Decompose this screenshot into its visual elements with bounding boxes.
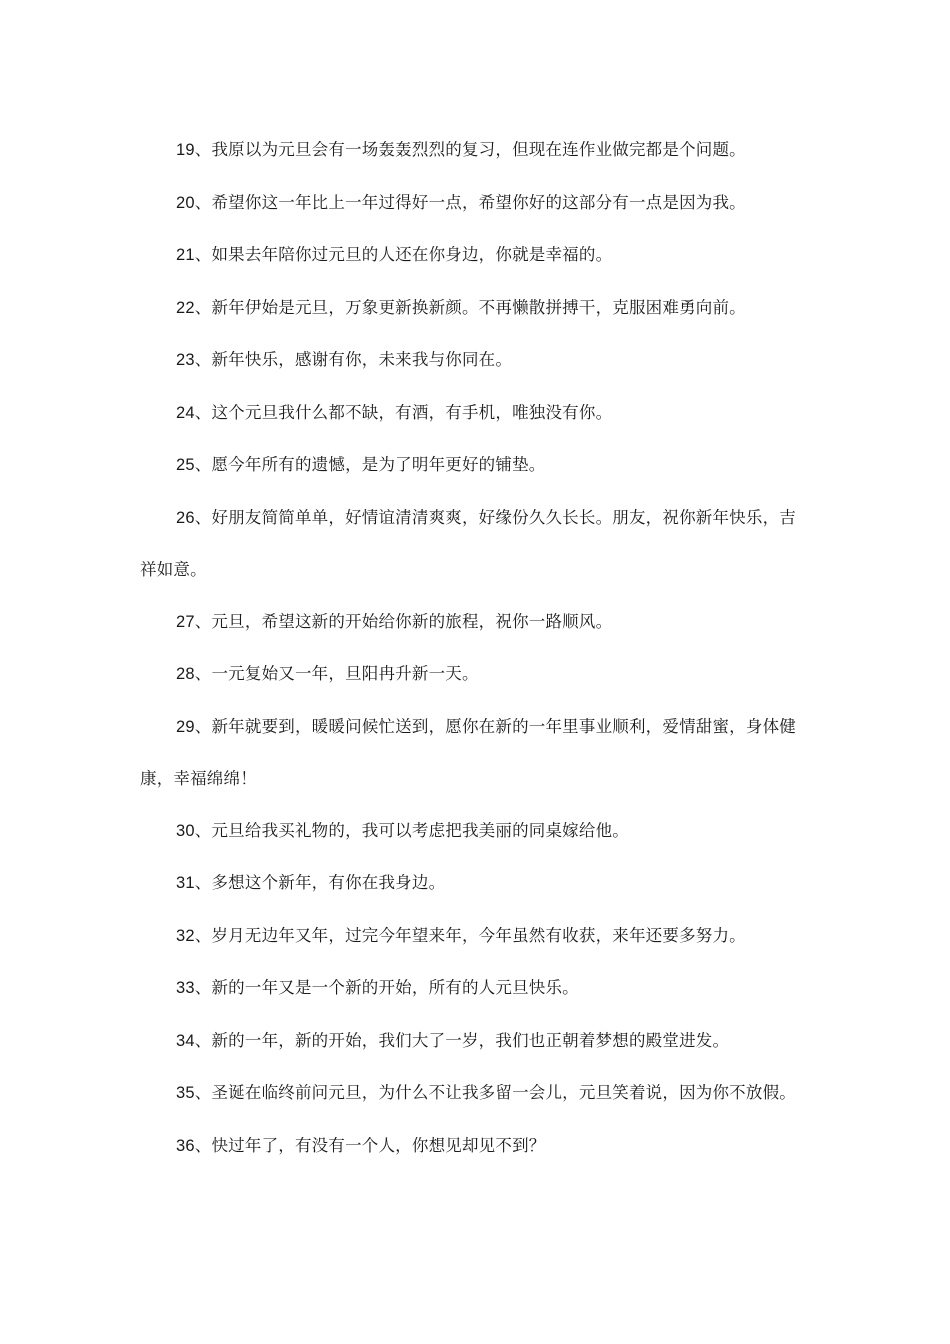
item-number: 25 <box>176 456 195 474</box>
paragraph-33 <box>140 962 800 1015</box>
item-number: 32 <box>176 926 195 945</box>
paragraph-27 <box>140 596 800 649</box>
item-number: 26 <box>176 508 195 527</box>
item-number: 36 <box>176 1136 195 1155</box>
item-number: 28 <box>176 665 195 683</box>
paragraph-29 <box>140 701 800 805</box>
item-number: 30 <box>176 821 195 840</box>
item-number: 24 <box>176 403 195 422</box>
paragraph-text: 、愿今年所有的遗憾，是为了明年更好的铺垫。 <box>194 455 546 474</box>
item-number: 33 <box>176 979 195 997</box>
paragraph-26 <box>140 492 800 596</box>
document-body <box>140 124 800 1172</box>
paragraph-21 <box>140 229 800 282</box>
paragraph-text: 、希望你这一年比上一年过得好一点，希望你好的这部分有一点是因为我。 <box>194 192 746 212</box>
paragraph-25 <box>140 439 800 492</box>
paragraph-text: 、新的一年又是一个新的开始，所有的人元旦快乐。 <box>194 978 579 997</box>
item-number: 19 <box>176 141 195 159</box>
paragraph-30 <box>140 805 800 858</box>
paragraph-22 <box>140 282 800 335</box>
paragraph-24 <box>140 387 800 440</box>
paragraph-text: 、元旦，希望这新的开始给你新的旅程，祝你一路顺风。 <box>194 611 613 631</box>
paragraph-text: 、新年快乐，感谢有你，未来我与你同在。 <box>194 350 513 369</box>
paragraph-text: 、这个元旦我什么都不缺，有酒，有手机，唯独没有你。 <box>194 402 613 422</box>
paragraph-34 <box>140 1015 800 1068</box>
paragraph-text: 、好朋友简简单单，好情谊清清爽爽，好缘份久久长长。朋友，祝你新年快乐，吉祥如意。 <box>140 507 796 579</box>
paragraph-text: 、我原以为元旦会有一场轰轰烈烈的复习，但现在连作业做完都是个问题。 <box>194 140 746 159</box>
item-number: 31 <box>176 874 195 892</box>
paragraph-text: 、岁月无边年又年，过完今年望来年，今年虽然有收获，来年还要多努力。 <box>194 925 746 945</box>
paragraph-text: 、新年就要到，暖暖问候忙送到，愿你在新的一年里事业顺利，爱情甜蜜，身体健康，幸福绵绵！ <box>140 716 796 788</box>
item-number: 23 <box>176 351 195 369</box>
paragraph-text: 、新的一年，新的开始，我们大了一岁，我们也正朝着梦想的殿堂进发。 <box>194 1030 730 1050</box>
item-number: 20 <box>176 193 195 212</box>
item-number: 35 <box>176 1084 195 1102</box>
paragraph-text: 、如果去年陪你过元旦的人还在你身边，你就是幸福的。 <box>194 245 613 264</box>
paragraph-35 <box>140 1067 800 1120</box>
paragraph-text: 、一元复始又一年，旦阳冉升新一天。 <box>194 664 479 683</box>
paragraph-32 <box>140 910 800 963</box>
item-number: 21 <box>176 246 195 264</box>
paragraph-text: 、快过年了，有没有一个人，你想见却见不到？ <box>194 1135 546 1155</box>
paragraph-text: 、多想这个新年，有你在我身边。 <box>194 873 446 892</box>
paragraph-text: 、元旦给我买礼物的，我可以考虑把我美丽的同桌嫁给他。 <box>194 820 629 840</box>
item-number: 22 <box>176 298 195 317</box>
paragraph-text: 、圣诞在临终前问元旦，为什么不让我多留一会儿，元旦笑着说，因为你不放假。 <box>194 1083 796 1102</box>
paragraph-31 <box>140 857 800 910</box>
paragraph-text: 、新年伊始是元旦，万象更新换新颜。不再懒散拼搏干，克服困难勇向前。 <box>194 297 746 317</box>
paragraph-19 <box>140 124 800 177</box>
paragraph-20 <box>140 177 800 230</box>
paragraph-23 <box>140 334 800 387</box>
paragraph-36 <box>140 1120 800 1173</box>
paragraph-28 <box>140 648 800 701</box>
item-number: 29 <box>176 717 195 736</box>
item-number: 27 <box>176 612 195 631</box>
item-number: 34 <box>176 1031 195 1050</box>
